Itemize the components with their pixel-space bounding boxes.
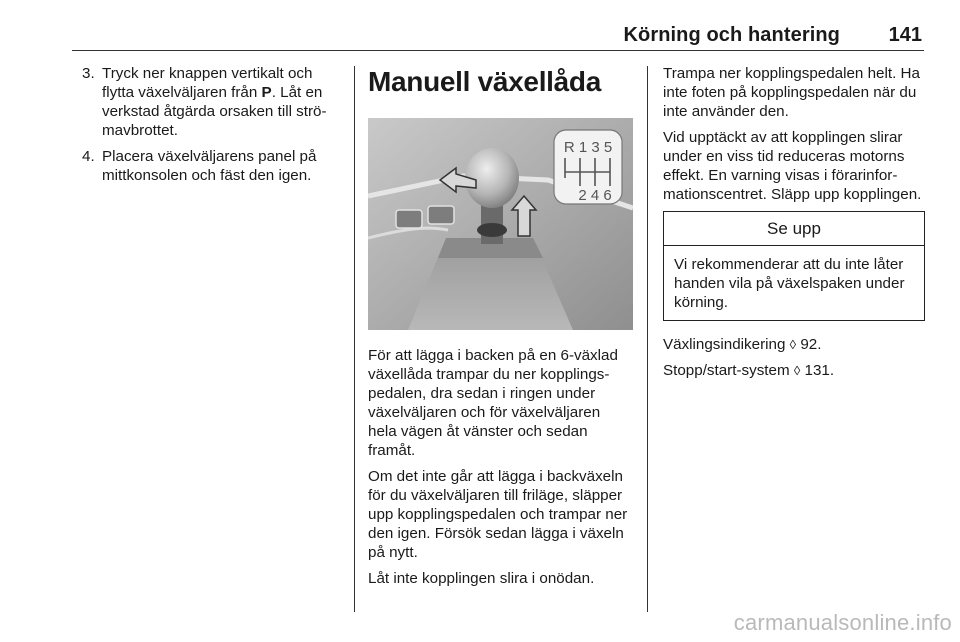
list-item-4: [82, 147, 344, 185]
console-button: [396, 210, 422, 228]
column-1: [82, 64, 344, 192]
gear-shift-illustration: [368, 118, 633, 330]
paragraph: För att lägga i backen på en 6-växlad växellåda trampar du ner kopplingspedalen, dra sedan i ringen under växelväljaren och för växelväljaren hela vägen åt vänster och sedan framåt.: [368, 347, 618, 459]
shift-pattern-top: R 1 3 5: [563, 139, 613, 156]
gear-knob: [465, 148, 519, 208]
selector-position-p: P: [261, 84, 272, 101]
page-ref-icon: ◊: [789, 337, 797, 352]
warning-title: Se upp: [664, 212, 924, 246]
shift-pattern-bottom: 2 4 6: [578, 187, 612, 204]
warning-box: [663, 211, 925, 321]
list-text: Tryck ner knappen vertikalt och flytta växelväljaren från: [102, 65, 313, 101]
console-button: [428, 206, 454, 224]
page-header-title: Körning och hantering: [623, 24, 840, 46]
paragraph: Vid upptäckt av att kopplingen slirar under en viss tid reduceras motorns effekt. En varning visas i förarinformationscentret. Släpp upp kopplingen.: [663, 129, 922, 203]
xref-label: Växlingsindikering: [663, 336, 786, 353]
xref-page: 92.: [800, 336, 822, 353]
xref-label: Stopp/start-system: [663, 362, 790, 379]
numbered-list: [82, 64, 344, 185]
paragraph: Om det inte går att lägga i backväxeln för du växelväljaren till friläge, släpper upp kopplingspedalen och trampar ner den igen. Försök sedan lägga i växeln på nytt.: [368, 468, 628, 561]
column-3: [663, 64, 925, 387]
list-text: Placera växelväljarens panel på mittkonsolen och fäst den igen.: [102, 148, 317, 184]
page-number: 141: [888, 24, 922, 46]
cross-reference[interactable]: [663, 335, 925, 354]
list-item-3: [82, 64, 344, 140]
paragraph: Låt inte kopplingen slira i onödan.: [368, 570, 595, 587]
column-divider-1: [354, 66, 355, 612]
cross-reference[interactable]: [663, 361, 925, 380]
xref-page: 131.: [804, 362, 835, 379]
reverse-ring: [477, 223, 507, 237]
page-ref-icon: ◊: [793, 363, 801, 378]
section-heading: Manuell växellåda: [368, 66, 602, 97]
list-number: 4.: [82, 148, 95, 165]
list-text: . Låt en verkstad åtgärda orsaken till strömavbrottet.: [102, 84, 327, 139]
watermark: carmanualsonline.info: [733, 610, 952, 635]
list-number: 3.: [82, 65, 95, 82]
column-2: [368, 64, 633, 595]
header-rule: [72, 50, 924, 51]
column-divider-2: [647, 66, 648, 612]
warning-text: Vi rekommenderar att du inte låter handen vila på växelspaken under körning.: [674, 256, 905, 311]
paragraph: Trampa ner kopplingspedalen helt. Ha inte foten på kopplingspedalen när du inte använder den.: [663, 65, 920, 120]
